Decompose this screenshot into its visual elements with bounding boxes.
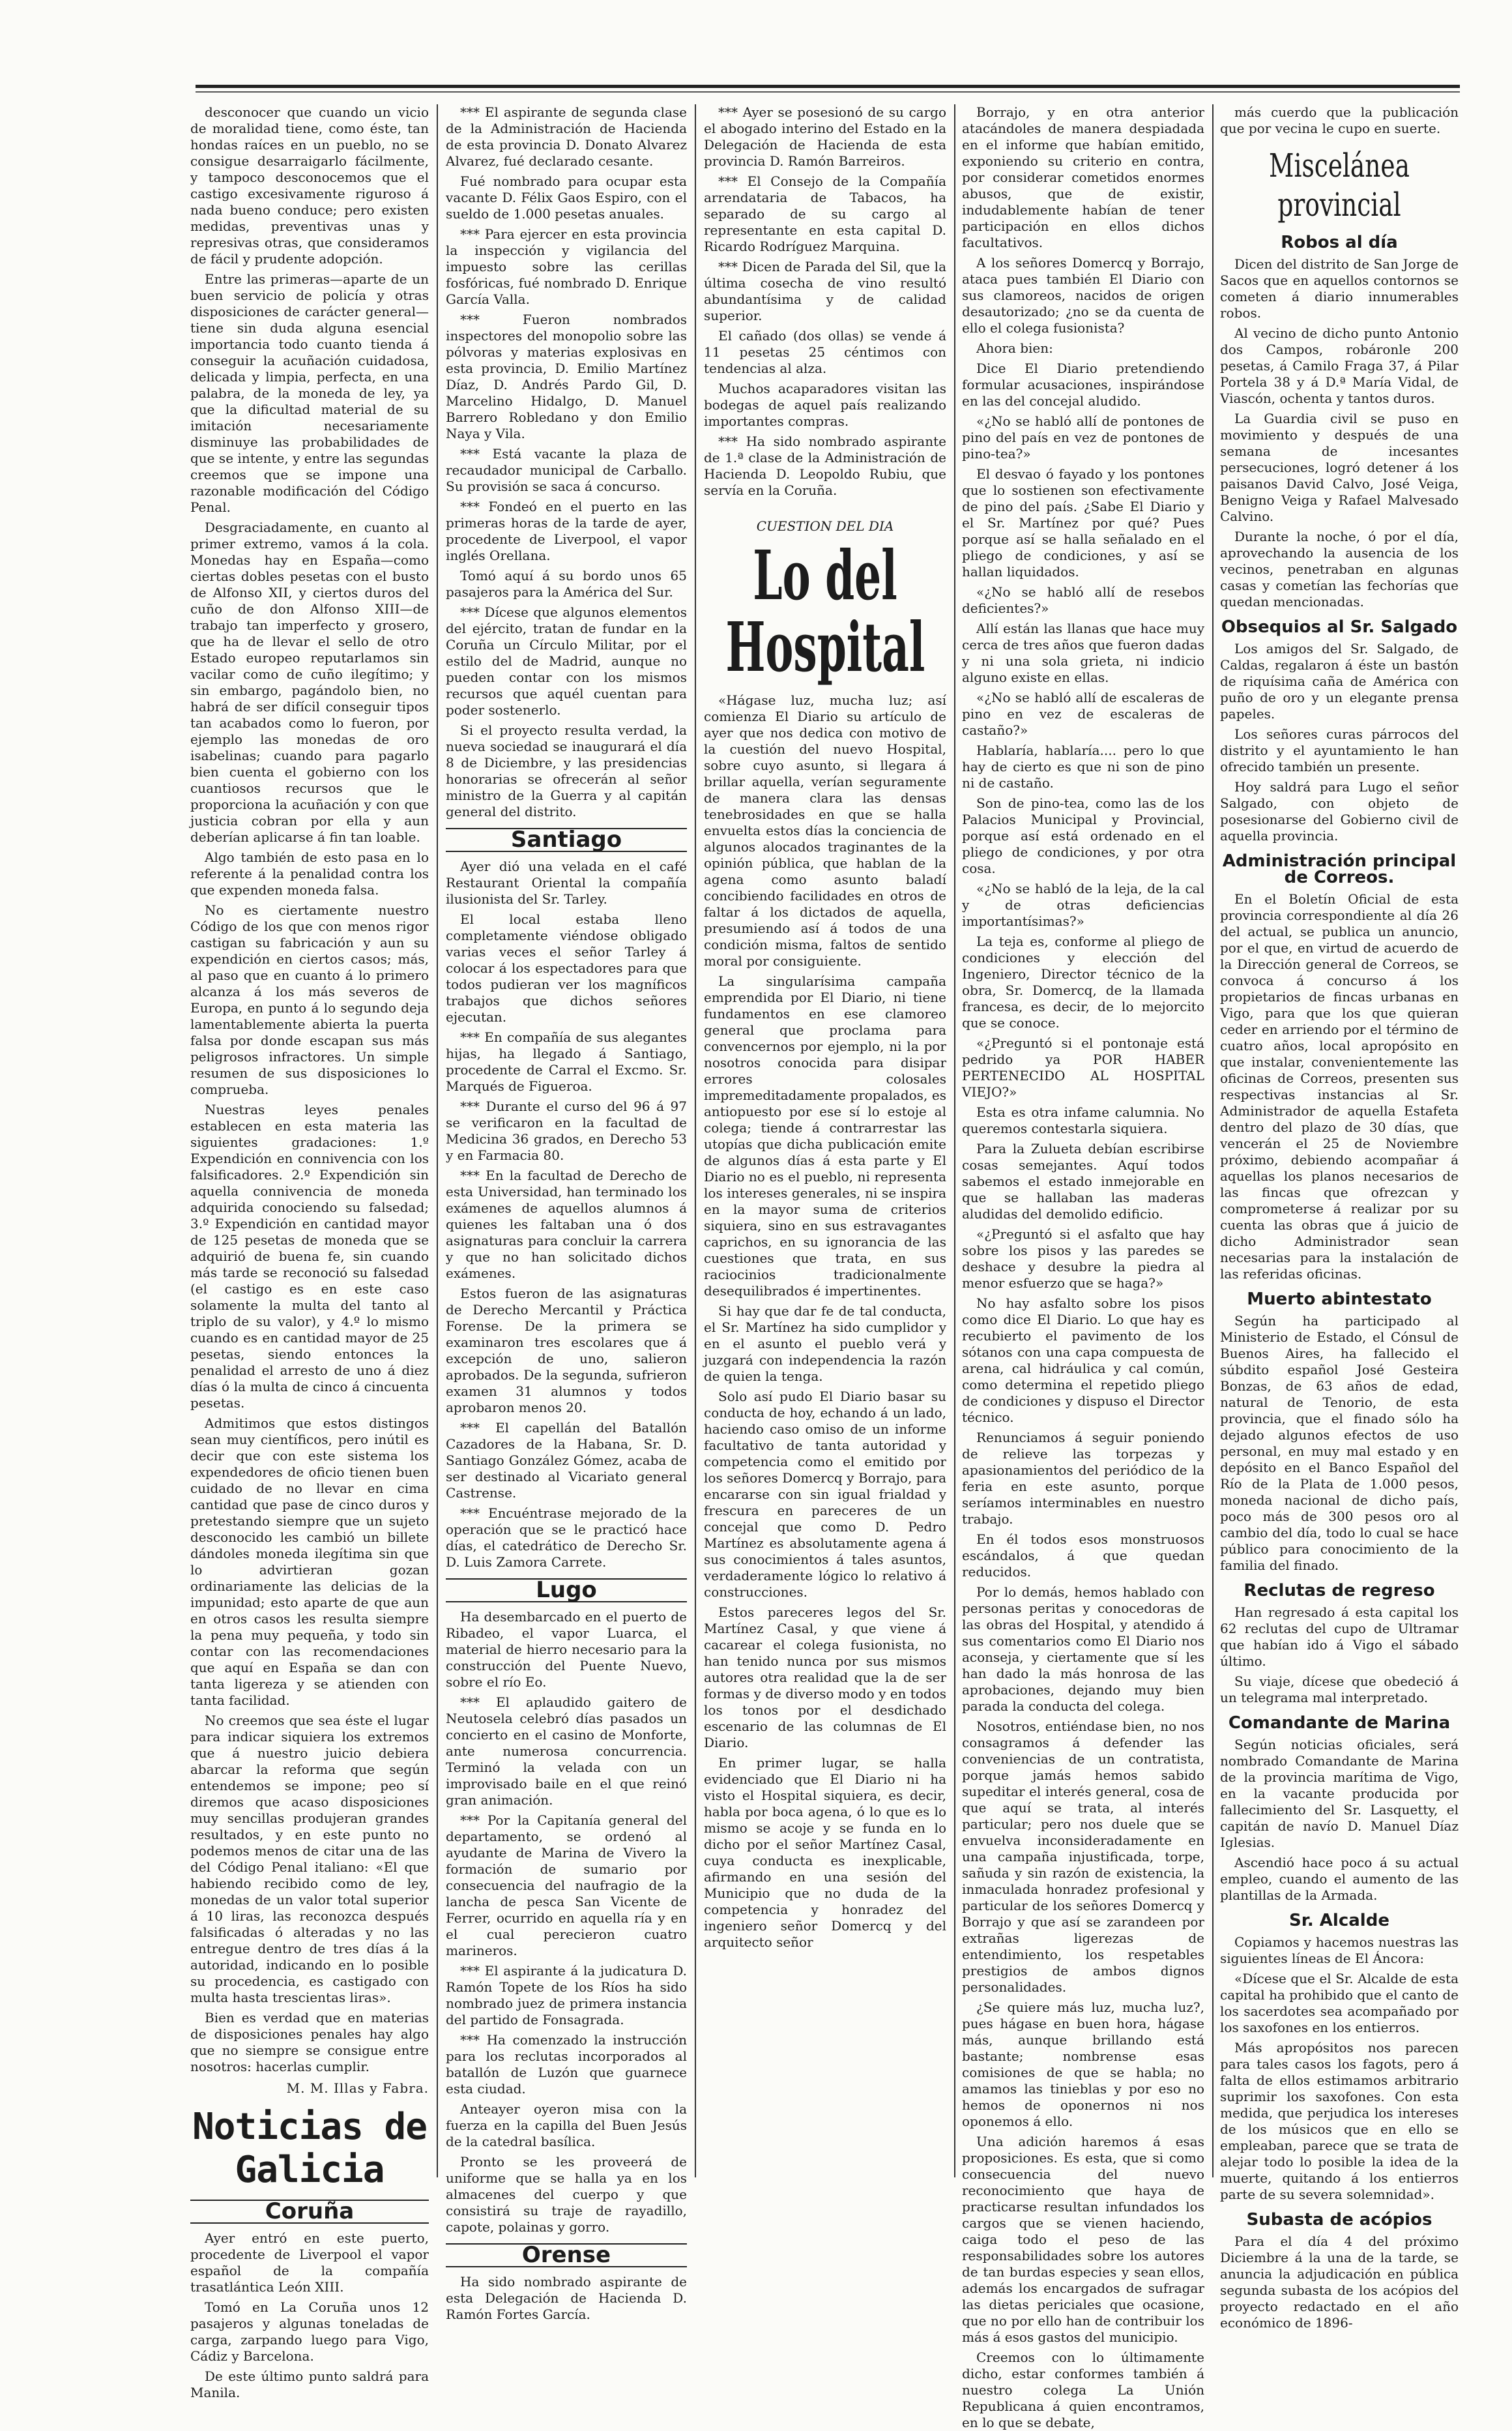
paragraph: Tomó aquí á su bordo unos 65 pasajeros para la América del Sur. — [446, 568, 687, 600]
paragraph: No creemos que sea éste el lugar para indicar siquiera los extremos que á nuestro juicio debiera abarcar la reforma que según entendemos se impone; peo sí diremos que acaso disposiciones muy sencillas produjeran grandes resultados, y en este punto no podemos menos de citar una de las del Código Penal italiano: «El que habiendo recibido como de ley, monedas de un valor total superior á 10 liras, las reconozca después falsificadas ó alteradas y no las entregue dentro de tres días á la autoridad, indicando en lo posible su procedencia, es castigado con multa hasta trescientas liras». — [190, 1713, 429, 2005]
paragraph: Ha desembarcado en el puerto de Ribadeo, el vapor Luarca, el material de hierro necesario para la construcción del Puente Nuevo, sobre el río Eo. — [446, 1609, 687, 1690]
paragraph: *** Para ejercer en esta provincia la inspección y vigilancia del impuesto sobre las cerillas fosfóricas, fué nombrado D. Enrique García Valla. — [446, 226, 687, 307]
paragraph: *** Por la Capitanía general del departamento, se ordenó al ayudante de Marina de Vivero la formación de sumario por consecuencia del naufragio de la lancha de pesca San Vicente de Ferrer, ocurrido en aquella ría y en el cual perecieron cuatro marineros. — [446, 1812, 687, 1958]
paragraph: Son de pino-tea, como las de los Palacios Municipal y Provincial, porque así está ordenado en el pliego de condiciones, y por otra cosa. — [962, 795, 1204, 876]
paragraph: más cuerdo que la publicación que por vecina le cupo en suerte. — [1220, 104, 1459, 136]
paragraph: Allí están las llanas que hace muy cerca de tres años que fueron dadas y ni una sola grieta, ni indicio alguno existe en ellas. — [962, 621, 1204, 685]
paragraph: *** Fondeó en el puerto en las primeras horas de la tarde de ayer, procedente de Liverpool, el vapor inglés Orellana. — [446, 499, 687, 563]
paragraph: Durante la noche, ó por el día, aprovechando la ausencia de los vecinos, penetraban en algunas casas y cometían las fechorías que quedan mencionadas. — [1220, 529, 1459, 610]
section-title: Miscelánea provincial — [1269, 147, 1410, 224]
city-heading: Orense — [446, 2243, 687, 2267]
paragraph: Han regresado á esta capital los 62 reclutas del cupo de Ultramar que habían ido á Vigo el sábado último. — [1220, 1604, 1459, 1669]
paragraph: Admitimos que estos distingos sean muy científicos, pero inútil es decir que con este sistema los expendedores de oficio tienen buen cuidado de no llevar en cima cantidad que pase de cinco duros y pretestando siempre que un sujeto desconocido les cambió un billete dándoles moneda ilegítima sin que lo advirtieran gozan ordinariamente las delicias de la impunidad; esto aparte de que aun en otros casos les resulta siempre la pena muy pequeña, y todo sin contar con las recomendaciones que aquí en España se dan con tanta ligereza y se atienden con tanta facilidad. — [190, 1415, 429, 1708]
paragraph: Según noticias oficiales, será nombrado Comandante de Marina de la provincia marítima de Vigo, en la vacante producida por fallecimiento del Sr. Lasquetty, el capitán de navío D. Manuel Díaz Iglesias. — [1220, 1737, 1459, 1850]
paragraph: Dicen del distrito de San Jorge de Sacos que en aquellos contornos se cometen á diario innumerables robos. — [1220, 256, 1459, 321]
paragraph: Según ha participado al Ministerio de Estado, el Cónsul de Buenos Aires, ha fallecido el súbdito español José Gesteira Bonzas, de 63 años de edad, natural de Tenorio, de esta provincia, que el finado sólo ha dejado algunos efectos de uso personal, en muy mal estado y en depósito en el Banco Español del Río de la Plata de 1.000 pesos, moneda nacional de dicho país, poco más de 300 pesos oro al cambio del día, todo lo cual se hace público para conocimiento de la familia del finado. — [1220, 1313, 1459, 1573]
paragraph: *** En la facultad de Derecho de esta Universidad, han terminado los exámenes de aquellos alumnos á quienes les faltaban una ó dos asignaturas para concluir la carrera y que no han solicitado dichos exámenes. — [446, 1168, 687, 1281]
paragraph: En primer lugar, se halla evidenciado que El Diario ni ha visto el Hospital siquiera, es decir, habla por boca agena, ó lo que es lo mismo se acoje y se funda en lo dicho por el señor Martínez Casal, cuya conducta es inexplicable, afirmando en una sesión del Municipio que no duda de la competencia y honradez del ingeniero señor Domercq y del arquitecto señor — [704, 1755, 946, 1950]
column-divider — [437, 104, 438, 2177]
paragraph: Su viaje, dícese que obedeció á un telegrama mal interpretado. — [1220, 1673, 1459, 1705]
paragraph: *** Ayer se posesionó de su cargo el abogado interino del Estado en la Delegación de Hacienda de esta provincia D. Ramón Barreiros. — [704, 104, 946, 169]
paragraph: A los señores Domercq y Borrajo, ataca pues también El Diario con sus clamoreos, nacidos de origen desautorizado; ¿no se da cuenta de ello el colega fusionista? — [962, 255, 1204, 336]
paragraph: La singularísima campaña emprendida por El Diario, ni tiene fundamentos en ese clamoreo general que proclama para convencernos por ejemplo, ni la por nosotros conocida para disipar errores colosales impremeditadamente propalados, es antiopuesto por ese sí lo estoje al colega; tiende á contrarrestar las utopías que dicha publicación emite de algunos días á esta parte y El Diario no es el pueblo, ni representa los intereses generales, ni se inspira en la mayor suma de criterios siquiera, sino en sus estravagantes caprichos, en su ignorancia de las cuestiones que trata, en sus raciocinios tradicionalmente desequilibrados é impertinentes. — [704, 973, 946, 1299]
paragraph: Entre las primeras—aparte de un buen servicio de policía y otras disposiciones de carácter general—tiene sin duda alguna esencial importancia todo cuanto tienda á conseguir la acuñación cuidadosa, delicada y limpia, perfecta, en una palabra, de la moneda de ley, ya que la dificultad material de su imitación necesariamente disminuye las probabilidades de que se intente, y entre las segundas creemos que se impone una razonable modificación del Código Penal. — [190, 271, 429, 515]
paragraph: Si el proyecto resulta verdad, la nueva sociedad se inaugurará el día 8 de Diciembre, y las presidencias honorarias se ofrecerán al señor ministro de la Guerra y al capitán general del distrito. — [446, 722, 687, 819]
column-3 — [704, 104, 946, 2177]
paragraph: *** Ha comenzado la instrucción para los reclutas incorporados al batallón de Luzón que guarnece esta ciudad. — [446, 2032, 687, 2097]
paragraph: Ahora bien: — [976, 340, 1053, 356]
paragraph: «¿Preguntó si el pontonaje está pedrido ya POR HABER PERTENECIDO AL HOSPITAL VIEJO?» — [962, 1035, 1204, 1100]
city-heading: Lugo — [446, 1578, 687, 1602]
subheading: Muerto abintestato — [1247, 1289, 1432, 1309]
paragraph: Si hay que dar fe de tal conducta, el Sr. Martínez ha sido cumplidor y en el asunto el pueblo verá y juzgará con independencia la razón de quien la tenga. — [704, 1303, 946, 1384]
paragraph: El desvao ó fayado y los pontones que lo sostienen son efectivamente de pino del país. ¿Sabe El Diario y el Sr. Martínez por qué? Pues porque así se halla señalado en el pliego de condiciones, y así se hallan liquidados. — [962, 466, 1204, 580]
paragraph: Solo así pudo El Diario basar su conducta de hoy, echando á un lado, haciendo caso omiso de un informe facultativo de tanta autoridad y competencia como el emitido por los señores Domercq y Borrajo, para encararse con sin igual frialdad y frescura en pareceres de un concejal que como D. Pedro Martínez es absolutamente agena á sus conocimientos á tales asuntos, verdaderamente lógico lo relativo á construcciones. — [704, 1389, 946, 1600]
paragraph: *** Dícese que algunos elementos del ejército, tratan de fundar en la Coruña un Círculo Militar, por el estilo del de Madrid, aunque no pueden contar con los mismos recursos que aquél cuentan para poder sostenerlo. — [446, 604, 687, 718]
paragraph: *** En compañía de sus alegantes hijas, ha llegado á Santiago, procedente de Carral el Excmo. Sr. Marqués de Figueroa. — [446, 1029, 687, 1094]
signature: M. M. Illas y Fabra. — [286, 2080, 429, 2096]
paragraph: desconocer que cuando un vicio de moralidad tiene, como éste, tan hondas raíces en un pueblo, no se consigue desarraigarlo fácilmente, y tampoco desconocemos que el castigo excesivamente riguroso á nada bueno conduce; pero existen medidas, preventivas unas y represivas otras, que consideramos de fácil y prudente adopción. — [190, 104, 429, 267]
paragraph: Copiamos y hacemos nuestras las siguientes líneas de El Áncora: — [1220, 1934, 1459, 1966]
column-divider — [954, 104, 955, 2177]
paragraph: Algo también de esto pasa en lo referente á la penalidad contra los que expenden moneda falsa. — [190, 849, 429, 898]
paragraph: Por lo demás, hemos hablado con personas peritas y conocedoras de las obras del Hospital, y atendido á sus comentarios como El Diario nos aconseja, y ciertamente que sí les han dado la más honrosa de las aprobaciones, dejando muy bien parada la conducta del colega. — [962, 1584, 1204, 1714]
paragraph: Ayer dió una velada en el café Restaurant Oriental la compañía ilusionista del Sr. Tarley. — [446, 859, 687, 907]
paragraph: Al vecino de dicho punto Antonio dos Campos, robáronle 200 pesetas, á Camilo Fraga 37, á Pilar Portela 38 y á D.ª María Vidal, de Viascón, ochenta y tantos duros. — [1220, 325, 1459, 406]
paragraph: «¿Preguntó si el asfalto que hay sobre los pisos y las paredes se deshace y desubre la piedra al menor esfuerzo que se haga?» — [962, 1226, 1204, 1291]
paragraph: Fué nombrado para ocupar esta vacante D. Félix Gaos Espiro, con el sueldo de 1.000 pesetas anuales. — [446, 173, 687, 222]
paragraph: Nuestras leyes penales establecen en esta materia las siguientes gradaciones: 1.º Expendición en connivencia con los falsificadores. 2.º Expendición sin aquella connivencia de moneda adquirida conociendo su falsedad; 3.º Expendición en cantidad mayor de 125 pesetas de moneda que se adquirió de buena fe, sin cuando más tarde se reconoció su falsedad (el castigo es en este caso solamente la multa del tanto al triplo de su valor), y 4.º lo mismo cuando es en cantidad mayor de 25 pesetas, siendo entonces la penalidad el arresto de uno á diez días ó la multa de cinco á cincuenta pesetas. — [190, 1102, 429, 1411]
paragraph: Una adición haremos á esas proposiciones. Es esta, que si como consecuencia del nuevo reconocimiento que haya de practicarse resultan infundados los cargos que se vienen haciendo, caiga todo el peso de las responsabilidades sobre los autores de tan burdas especies y sean ellos, además los encargados de sufragar las dietas periciales que ocasione, que no por ello han de contribuir los más á esos gastos del municipio. — [962, 2134, 1204, 2345]
paragraph: Dice El Diario pretendiendo formular acusaciones, inspirándose en las del concejal aludido. — [962, 361, 1204, 409]
paragraph: *** Fueron nombrados inspectores del monopolio sobre las pólvoras y materias explosivas en esta provincia, D. Emilio Martínez Díaz, D. Andrés Pardo Gil, D. Marcelino Hidalgo, D. Manuel Barrero Robledano y don Emilio Naya y Vila. — [446, 312, 687, 441]
subheading: Subasta de acópios — [1246, 2210, 1432, 2230]
paragraph: Hoy saldrá para Lugo el señor Salgado, con objeto de posesionarse del Gobierno civil de aquella provincia. — [1220, 779, 1459, 844]
paragraph: *** El aspirante á la judicatura D. Ramón Topete de los Ríos ha sido nombrado juez de primera instancia del partido de Fonsagrada. — [446, 1963, 687, 2027]
paragraph: En él todos esos monstruosos escándalos, á que quedan reducidos. — [962, 1531, 1204, 1580]
paragraph: Ayer entró en este puerto, procedente de Liverpool el vapor español de la compañía trasatlántica León XIII. — [190, 2230, 429, 2295]
paragraph: Tomó en La Coruña unos 12 pasajeros y algunas toneladas de carga, zarpando luego para Vigo, Cádiz y Barcelona. — [190, 2299, 429, 2364]
paragraph: Creemos con lo últimamente dicho, estar conformes también á nuestro colega La Unión Republicana á quien encontramos, en lo que se debate, — [962, 2350, 1204, 2430]
paragraph: *** Dicen de Parada del Sil, que la última cosecha de vino resultó abundantísima y de calidad superior. — [704, 259, 946, 323]
column-1 — [190, 104, 429, 2400]
paragraph: «Hágase luz, mucha luz; así comienza El Diario su artículo de ayer que nos dedica con motivo de la cuestión del nuevo Hospital, sobre cuyo asunto, si llegara á brillar aquella, verían seguramente de manera clara las densas tenebrosidades en que se halla envuelta estos días la conciencia de algunos alocados traginantes de la opinión pública, que hablan de la agena como asunto baladí concibiendo facilidades en otros de faltar á los dictados de aquella, presumiendo así á todos de una condición misma, faltos de sentido moral por consiguiente. — [704, 692, 946, 969]
paragraph: El local estaba lleno completamente viéndose obligado varias veces el señor Tarley á colocar á los espectadores para que todos pudieran ver los magníficos trabajos que dichos señores ejecutan. — [446, 911, 687, 1025]
subheading: Comandante de Marina — [1228, 1713, 1451, 1733]
subheading: Obsequios al Sr. Salgado — [1221, 617, 1458, 637]
paragraph: *** El aspirante de segunda clase de la Administración de Hacienda de esta provincia D. Donato Alvarez Alvarez, fué declarado cesante. — [446, 104, 687, 169]
paragraph: Renunciamos á seguir poniendo de relieve las torpezas y apasionamientos del periódico de la feria en este asunto, porque seríamos interminables en nuestro trabajo. — [962, 1430, 1204, 1527]
paragraph: De este último punto saldrá para Manila. — [190, 2368, 429, 2400]
paragraph: *** El aplaudido gaitero de Neutosela celebró días pasados un concierto en el casino de Monforte, ante numerosa concurrencia. Terminó la velada con un improvisado baile en el que reinó gran animación. — [446, 1694, 687, 1808]
column-divider — [1212, 104, 1214, 2177]
paragraph: Más apropósitos nos parecen para tales casos los fagots, pero á falta de ellos estimamos arbitrario suprimir los saxofones. Con esta medida, que perjudica los intereses de los músicos que en ello se empleaban, parece que se trata de alejar todo lo posible la idea de la muerte, quitando á los entierros parte de su severa solemnidad». — [1220, 2040, 1459, 2202]
paragraph: «¿No se habló allí de resebos deficientes?» — [962, 584, 1204, 616]
paragraph: Los señores curas párrocos del distrito y el ayuntamiento le han ofrecido también un presente. — [1220, 726, 1459, 774]
column-divider — [695, 104, 696, 2177]
paragraph: Para el día 4 del próximo Diciembre á la una de la tarde, se anuncia la adjudicación en pública segunda subasta de los acópios del proyecto redactado en el año económico de 1896- — [1220, 2233, 1459, 2331]
paragraph: Los amigos del Sr. Salgado, de Caldas, regalaron á éste un bastón de riquísima caña de América con puño de oro y un elegante prensa papeles. — [1220, 641, 1459, 722]
paragraph: *** El capellán del Batallón Cazadores de la Habana, Sr. D. Santiago González Gómez, acaba de ser destinado al Vicariato general Castrense. — [446, 1420, 687, 1501]
paragraph: No hay asfalto sobre los pisos como dice El Diario. Lo que hay es recubierto el pavimento de los sótanos con una capa compuesta de arena, cal hidráulica y cal común, como determina el repetido pliego de condiciones y dispuso el Director técnico. — [962, 1295, 1204, 1425]
rubric: CUESTION DEL DIA — [756, 518, 894, 534]
paragraph: Anteayer oyeron misa con la fuerza en la capilla del Buen Jesús de la catedral basílica. — [446, 2101, 687, 2149]
city-heading: Santiago — [446, 828, 687, 852]
subheading: Reclutas de regreso — [1243, 1581, 1435, 1600]
paragraph: ¿Se quiere más luz, mucha luz?, pues hágase en buen hora, hágase más, aunque brillando está bastante; nombrense esas comisiones de que se habla; no amamos las tinieblas y por eso no hemos de oponernos ni nos oponemos á ello. — [962, 1999, 1204, 2129]
subheading: Robos al día — [1281, 233, 1398, 252]
paragraph: «¿No se habló allí de escaleras de pino en vez de escaleras de castaño?» — [962, 690, 1204, 738]
paragraph: Estos fueron de las asignaturas de Derecho Mercantil y Práctica Forense. De la primera se examinaron tres escolares que á excepción de uno, salieron aprobados. De la segunda, sufrieron examen 31 alumnos y todos aprobaron menos 20. — [446, 1286, 687, 1415]
paragraph: Desgraciadamente, en cuanto al primer extremo, vamos á la cola. Monedas hay en España—como ciertas dobles pesetas con el busto de Alfonso XII, y ciertos duros del cuño de don Alfonso XIII—de trabajo tan imperfecto y grosero, que ha de llevar el sello de otro Estado europeo reputarlamos sin vacilar como de cuño ilegítimo; y sin embargo, pagándolo bien, no habrá de ser difícil conseguir tipos tan acabados como lo fueron, por ejemplo las monedas de oro isabelinas; cuando para pagarlo bien cuenta el gobierno con los cuantiosos recursos que le proporciona la acuñación y con que justicia cobran por ella y aun deberían aplicarse á fin tan loable. — [190, 520, 429, 845]
paragraph: «Dícese que el Sr. Alcalde de esta capital ha prohibido que el canto de los sacerdotes sea acompañado por los saxofones en los entierros. — [1220, 1971, 1459, 2035]
article-headline: Lo del Hospital — [725, 535, 925, 687]
top-rule — [196, 85, 1460, 88]
column-4 — [962, 104, 1204, 2430]
column-5 — [1220, 104, 1459, 2331]
city-heading: Coruña — [190, 2200, 429, 2224]
subheading: Administración principal de Correos. — [1222, 851, 1457, 887]
paragraph: Ascendió hace poco á su actual empleo, cuando el aumento de las plantillas de la Armada. — [1220, 1855, 1459, 1903]
paragraph: Nosotros, entiéndase bien, no nos consagramos á defender las conveniencias de un contratista, porque jamás hemos sabido supeditar el interés general, cosa de que aquí se trata, al interés particular; pero nos duele que se envuelva inconsideradamente en una campaña injustificada, torpe, sañuda y sin razón de existencia, la inmaculada honradez profesional y particular de los señores Domercq y Borrajo y que así se zarandeen por extrañas ligerezas de entendimiento, los respetables prestigios de ambos dignos personalidades. — [962, 1718, 1204, 1995]
paragraph: Para la Zulueta debían escribirse cosas semejantes. Aquí todos sabemos el estado inmejorable en que se hallaban las maderas aludidas del demolido edificio. — [962, 1141, 1204, 1222]
paragraph: Borrajo, y en otra anterior atacándoles de manera despiadada en el informe que habían emitido, exponiendo su criterio en contra, por considerar cometidos enormes abusos, que de existir, indudablemente habían de tener participación en ellos dichos facultativos. — [962, 104, 1204, 250]
paragraph: Bien es verdad que en materias de disposiciones penales hay algo que no siempre se consigue entre nosotros: hacerlas cumplir. — [190, 2010, 429, 2074]
paragraph: Hablaría, hablaría.... pero lo que hay de cierto es que ni son de pino ni de castaño. — [962, 743, 1204, 791]
paragraph: Estos pareceres legos del Sr. Martínez Casal, y que viene á cacarear el colega fusionista, no han tenido nunca por sus mismos autores otra realidad que la de ser formas y de diverso modo y en todos los tonos por el desdichado escenario de las columnas de El Diario. — [704, 1604, 946, 1750]
paragraph: Ha sido nombrado aspirante de esta Delegación de Hacienda D. Ramón Fortes García. — [446, 2274, 687, 2322]
paragraph: Pronto se les proveerá de uniforme que se halla ya en los almacenes del cuerpo y que consistirá su traje de rayadillo, capote, polainas y gorro. — [446, 2154, 687, 2235]
paragraph: En el Boletín Oficial de esta provincia correspondiente al día 26 del actual, se publica un anuncio, por el que, en virtud de acuerdo de la Dirección general de Correos, se convoca á concurso á los propietarios de fincas urbanas en Vigo, para que los que quieran ceder en arriendo por el término de cuatro años, local apropósito en que instalar, convenientemente las oficinas de Correos, presenten sus respectivas instancias al Sr. Administrador de aquella Estafeta dentro del plazo de 30 días, que vencerán el 25 de Noviembre próximo, debiendo acompañar á aquellas los planos necesarios de las fincas que ofrezcan y comprometerse á realizar por su cuenta las obras que á juicio de dicho Administrador sean necesarias para la instalación de las referidas oficinas. — [1220, 891, 1459, 1282]
top-rule-thin — [196, 91, 1460, 93]
section-title: Noticias de Galicia — [192, 2106, 427, 2191]
paragraph: *** Encuéntrase mejorado de la operación que se le practicó hace días, el catedrático de Derecho Sr. D. Luis Zamora Carrete. — [446, 1505, 687, 1570]
paragraph: La Guardia civil se puso en movimiento y después de una semana de incesantes persecuciones, logró detener á los paisanos David Calvo, José Veiga, Benigno Veiga y Rafael Malvesado Calvino. — [1220, 411, 1459, 524]
paragraph: No es ciertamente nuestro Código de los que con menos rigor castigan su fabricación y aun su expendición en ciertos casos; más, al paso que en cuanto á lo primero alcanza á los más severos de Europa, en punto á lo segundo deja lamentablemente abierta la puerta falsa por donde escapan sus más peligrosos infractores. Un simple resumen de sus disposiciones lo comprueba. — [190, 902, 429, 1097]
paragraph: «¿No se habló de la leja, de la cal y de otras deficiencias importantísimas?» — [962, 881, 1204, 929]
paragraph: Muchos acaparadores visitan las bodegas de aquel país realizando importantes compras. — [704, 381, 946, 429]
paragraph: La teja es, conforme al pliego de condiciones y elección del Ingeniero, Director técnico de la obra, Sr. Domercq, de la llamada francesa, es decir, de lo mejorcito que se conoce. — [962, 934, 1204, 1031]
paragraph: *** El Consejo de la Compañía arrendataria de Tabacos, ha separado de su cargo al representante en esta capital D. Ricardo Rodríguez Marquina. — [704, 173, 946, 254]
paragraph: *** Está vacante la plaza de recaudador municipal de Carballo. Su provisión se saca á concurso. — [446, 446, 687, 494]
paragraph: *** Ha sido nombrado aspirante de 1.ª clase de la Administración de Hacienda D. Leopoldo Rubiu, que servía en la Coruña. — [704, 434, 946, 498]
paragraph: Esta es otra infame calumnia. No queremos contestarla siquiera. — [962, 1104, 1204, 1136]
paragraph: *** Durante el curso del 96 á 97 se verificaron en la facultad de Medicina 36 grados, en Derecho 53 y en Farmacia 80. — [446, 1098, 687, 1163]
subheading: Sr. Alcalde — [1289, 1911, 1389, 1930]
column-2 — [446, 104, 687, 2322]
paragraph: El cañado (dos ollas) se vende á 11 pesetas 25 céntimos con tendencias al alza. — [704, 328, 946, 376]
paragraph: «¿No se habló allí de pontones de pino del país en vez de pontones de pino-tea?» — [962, 413, 1204, 462]
